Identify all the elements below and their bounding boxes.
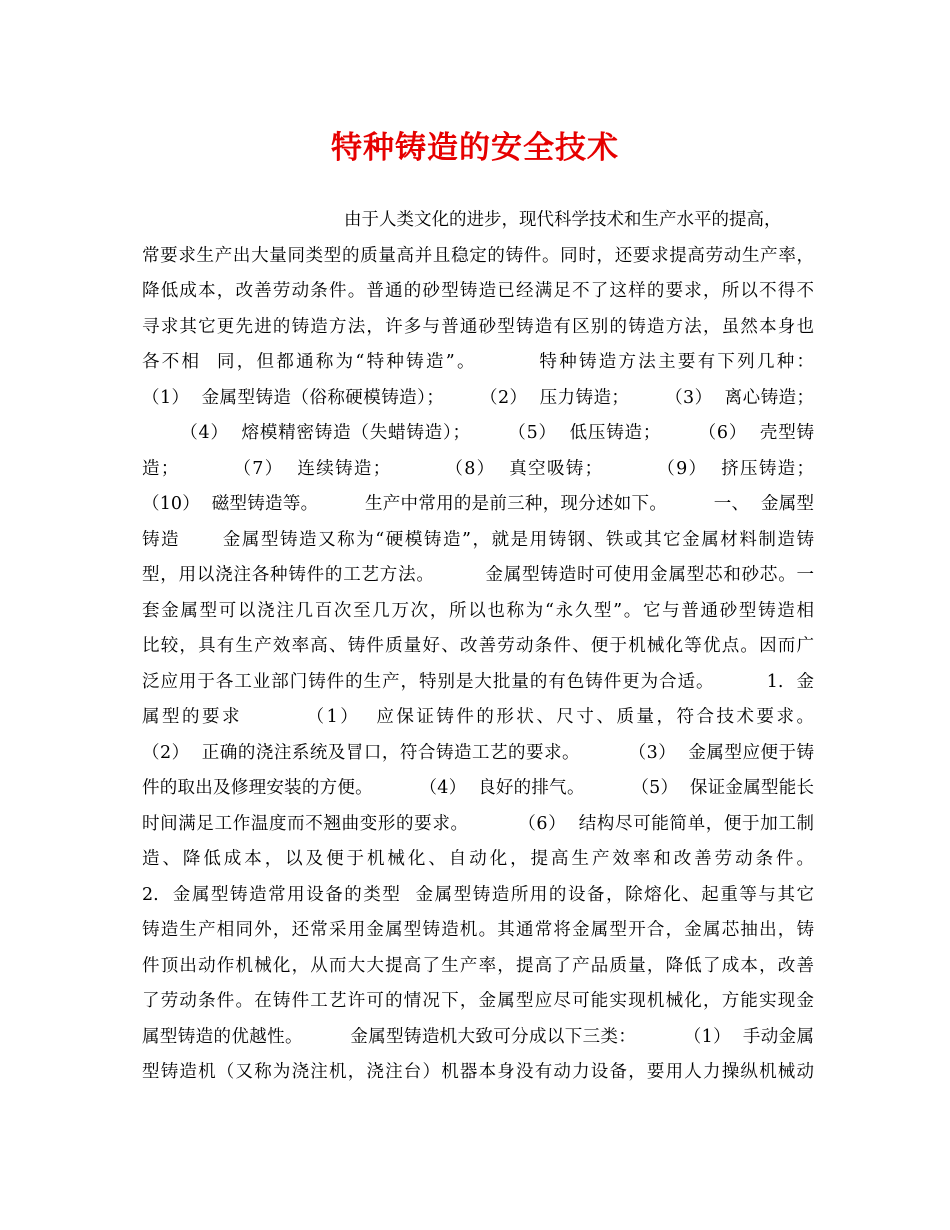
body-line: （4） 熔模精密铸造（失蜡铸造）； （5） 低压铸造； （6） 壳型铸: [142, 423, 814, 443]
body-line: 属型铸造的优越性。 金属型铸造机大致可分成以下三类： （1） 手动金属: [142, 1026, 814, 1047]
body-line: 套金属型可以浇注几百次至几万次，所以也称为“永久型”。它与普通砂型铸造相: [142, 600, 814, 621]
body-line: 属型的要求 （1） 应保证铸件的形状、尺寸、质量，符合技术要求。: [142, 707, 814, 727]
body-line: 铸造生产相同外，还常采用金属型铸造机。其通常将金属型开合，金属芯抽出，铸: [142, 920, 814, 940]
body-line: 铸造 金属型铸造又称为“硬模铸造”，就是用铸钢、铁或其它金属材料制造铸: [142, 529, 814, 550]
body-line: 造； （7） 连续铸造； （8） 真空吸铸； （9） 挤压铸造；: [142, 458, 814, 479]
body-line: 常要求生产出大量同类型的质量高并且稳定的铸件。同时，还要求提高劳动生产率，: [142, 245, 814, 266]
document-title: 特种铸造的安全技术: [331, 130, 619, 166]
body-line: 件的取出及修理安装的方便。 （4） 良好的排气。 （5） 保证金属型能长: [142, 778, 814, 798]
body-line: 件顶出动作机械化，从而大大提高了生产率，提高了产品质量，降低了成本，改善: [142, 955, 814, 976]
body-line: （2） 正确的浇注系统及冒口，符合铸造工艺的要求。 （3） 金属型应便于铸: [142, 742, 814, 763]
body-line: （1） 金属型铸造（俗称硬模铸造）； （2） 压力铸造； （3） 离心铸造；: [142, 387, 814, 408]
document-body: [142, 203, 814, 1091]
body-line: 了劳动条件。在铸件工艺许可的情况下，金属型应尽可能实现机械化，方能实现金: [142, 991, 814, 1011]
body-line: 时间满足工作温度而不翘曲变形的要求。 （6） 结构尽可能简单，便于加工制: [142, 813, 814, 834]
body-line: （10） 磁型铸造等。 生产中常用的是前三种，现分述如下。 一、 金属型: [142, 494, 814, 514]
body-line: 寻求其它更先进的铸造方法，许多与普通砂型铸造有区别的铸造方法，虽然本身也: [142, 316, 814, 337]
body-line: 由于人类文化的进步，现代科学技术和生产水平的提高，: [344, 210, 782, 230]
body-line: 比较，具有生产效率高、铸件质量好、改善劳动条件、便于机械化等优点。因而广: [142, 636, 814, 656]
body-line: 型，用以浇注各种铸件的工艺方法。 金属型铸造时可使用金属型芯和砂芯。一: [142, 565, 814, 585]
body-line: 泛应用于各工业部门铸件的生产，特别是大批量的有色铸件更为合适。 1. 金: [142, 671, 814, 692]
body-line: 各不相 同，但都通称为“特种铸造”。 特种铸造方法主要有下列几种：: [142, 352, 814, 372]
body-line: 型铸造机（又称为浇注机，浇注台）机器本身没有动力设备，要用人力操纵机械动: [142, 1062, 814, 1082]
body-line: 2. 金属型铸造常用设备的类型 金属型铸造所用的设备，除熔化、起重等与其它: [142, 884, 814, 905]
body-line: 造、降低成本，以及便于机械化、自动化，提高生产效率和改善劳动条件。: [142, 849, 814, 869]
body-line: 降低成本，改善劳动条件。普通的砂型铸造已经满足不了这样的要求，所以不得不: [142, 281, 814, 301]
